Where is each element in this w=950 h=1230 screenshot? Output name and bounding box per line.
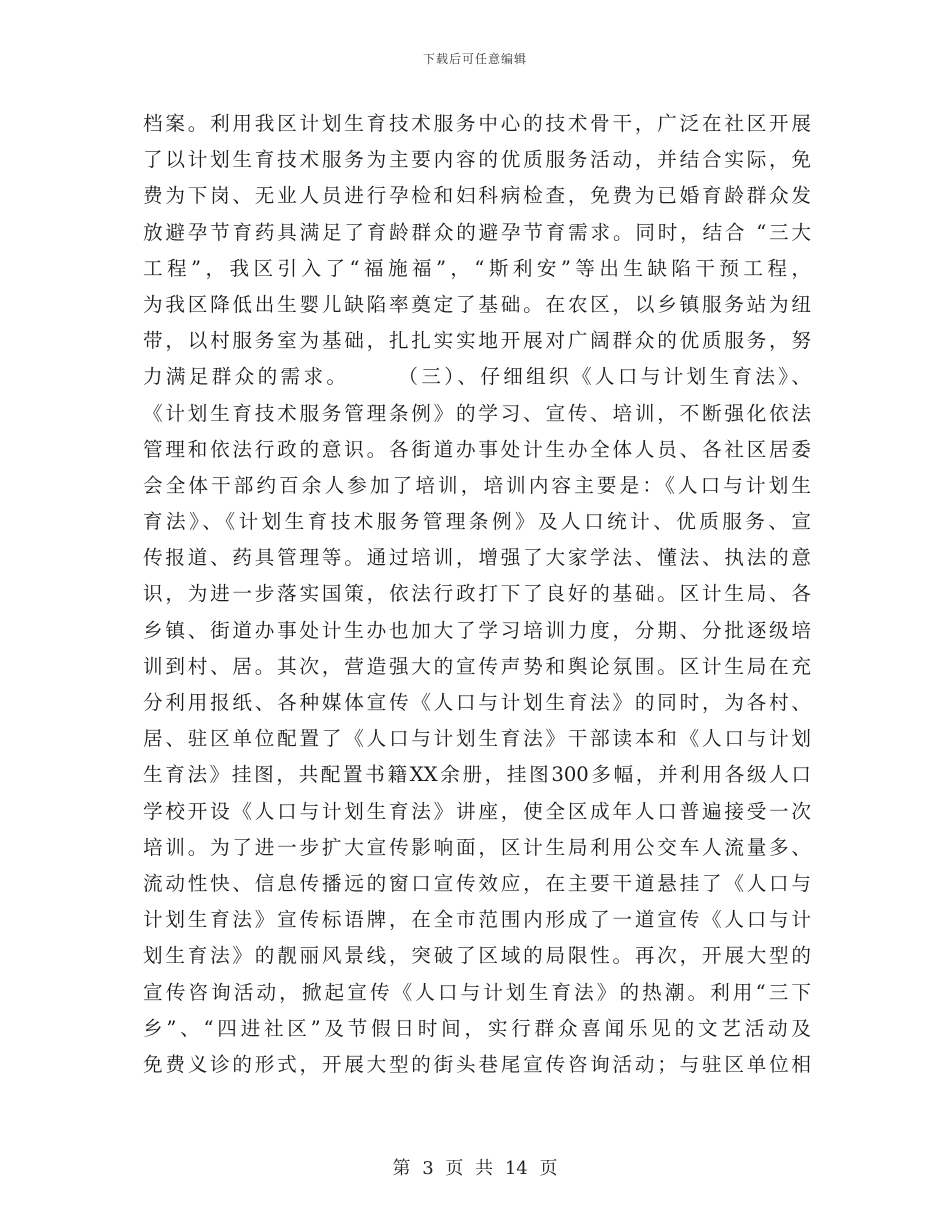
body-text: [143, 106, 811, 1083]
text-line: 划生育法》的靓丽风景线，突破了区域的局限性。再次，开展大型的: [143, 944, 811, 968]
text-line: 免费义诊的形式，开展大型的街头巷尾宣传咨询活动；与驻区单位相: [143, 1052, 811, 1076]
text-line: 费为下岗、无业人员进行孕检和妇科病检查，免费为已婚育龄群众发: [143, 184, 811, 208]
text-line: 传报道、药具管理等。通过培训，增强了大家学法、懂法、执法的意: [143, 546, 811, 570]
text-line: 管理和依法行政的意识。各街道办事处计生办全体人员、各社区居委: [143, 437, 811, 461]
text-line: 为我区降低出生婴儿缺陷率奠定了基础。在农区，以乡镇服务站为纽: [143, 292, 811, 316]
text-line: 档案。利用我区计划生育技术服务中心的技术骨干，广泛在社区开展: [143, 112, 811, 135]
text-line: 训到村、居。其次，营造强大的宣传声势和舆论氛围。区计生局在充: [143, 654, 811, 678]
text-line: 《计划生育技术服务管理条例》的学习、宣传、培训，不断强化依法: [143, 401, 811, 425]
text-line: 力满足群众的需求。 （三）、仔细组织《人口与计划生育法》、: [143, 365, 811, 389]
text-line: 培训。为了进一步扩大宣传影响面，区计生局利用公交车人流量多、: [143, 835, 811, 859]
text-line: 识，为进一步落实国策，依法行政打下了良好的基础。区计生局、各: [143, 582, 811, 606]
text-line: 带，以村服务室为基础，扎扎实实地开展对广阔群众的优质服务，努: [143, 329, 811, 353]
text-line: 放避孕节育药具满足了育龄群众的避孕节育需求。同时，结合 “三大: [143, 220, 811, 244]
text-line: 学校开设《人口与计划生育法》讲座，使全区成年人口普遍接受一次: [143, 799, 811, 823]
text-line: 分利用报纸、各种媒体宣传《人口与计划生育法》的同时，为各村、: [143, 691, 811, 714]
text-line: 了以计划生育技术服务为主要内容的优质服务活动，并结合实际，免: [143, 148, 811, 172]
text-line: 育法》、《计划生育技术服务管理条例》及人口统计、优质服务、宣: [143, 510, 811, 534]
text-line: 计划生育法》宣传标语牌，在全市范围内形成了一道宣传《人口与计: [143, 908, 811, 932]
text-line: 宣传咨询活动，掀起宣传《人口与计划生育法》的热潮。利用“三下: [143, 980, 811, 1004]
text-line: 乡镇、街道办事处计生办也加大了学习培训力度，分期、分批逐级培: [143, 618, 811, 642]
text-line: 流动性快、信息传播远的窗口宣传效应，在主要干道悬挂了《人口与: [143, 871, 811, 895]
text-line: 居、驻区单位配置了《人口与计划生育法》干部读本和《人口与计划: [143, 727, 811, 751]
text-line: 乡”、“四进社区”及节假日时间，实行群众喜闻乐见的文艺活动及: [143, 1016, 811, 1040]
text-line: 生育法》挂图，共配置书籍XX余册，挂图300多幅，并利用各级人口: [143, 763, 811, 787]
text-line: 会全体干部约百余人参加了培训，培训内容主要是：《人口与计划生: [143, 473, 811, 497]
page-footer: 第 3 页 共 14 页: [392, 1158, 558, 1179]
text-line: 工程”，我区引入了“福施福”，“斯利安”等出生缺陷干预工程，: [143, 256, 811, 280]
page-header: 下载后可任意编辑: [422, 52, 527, 66]
